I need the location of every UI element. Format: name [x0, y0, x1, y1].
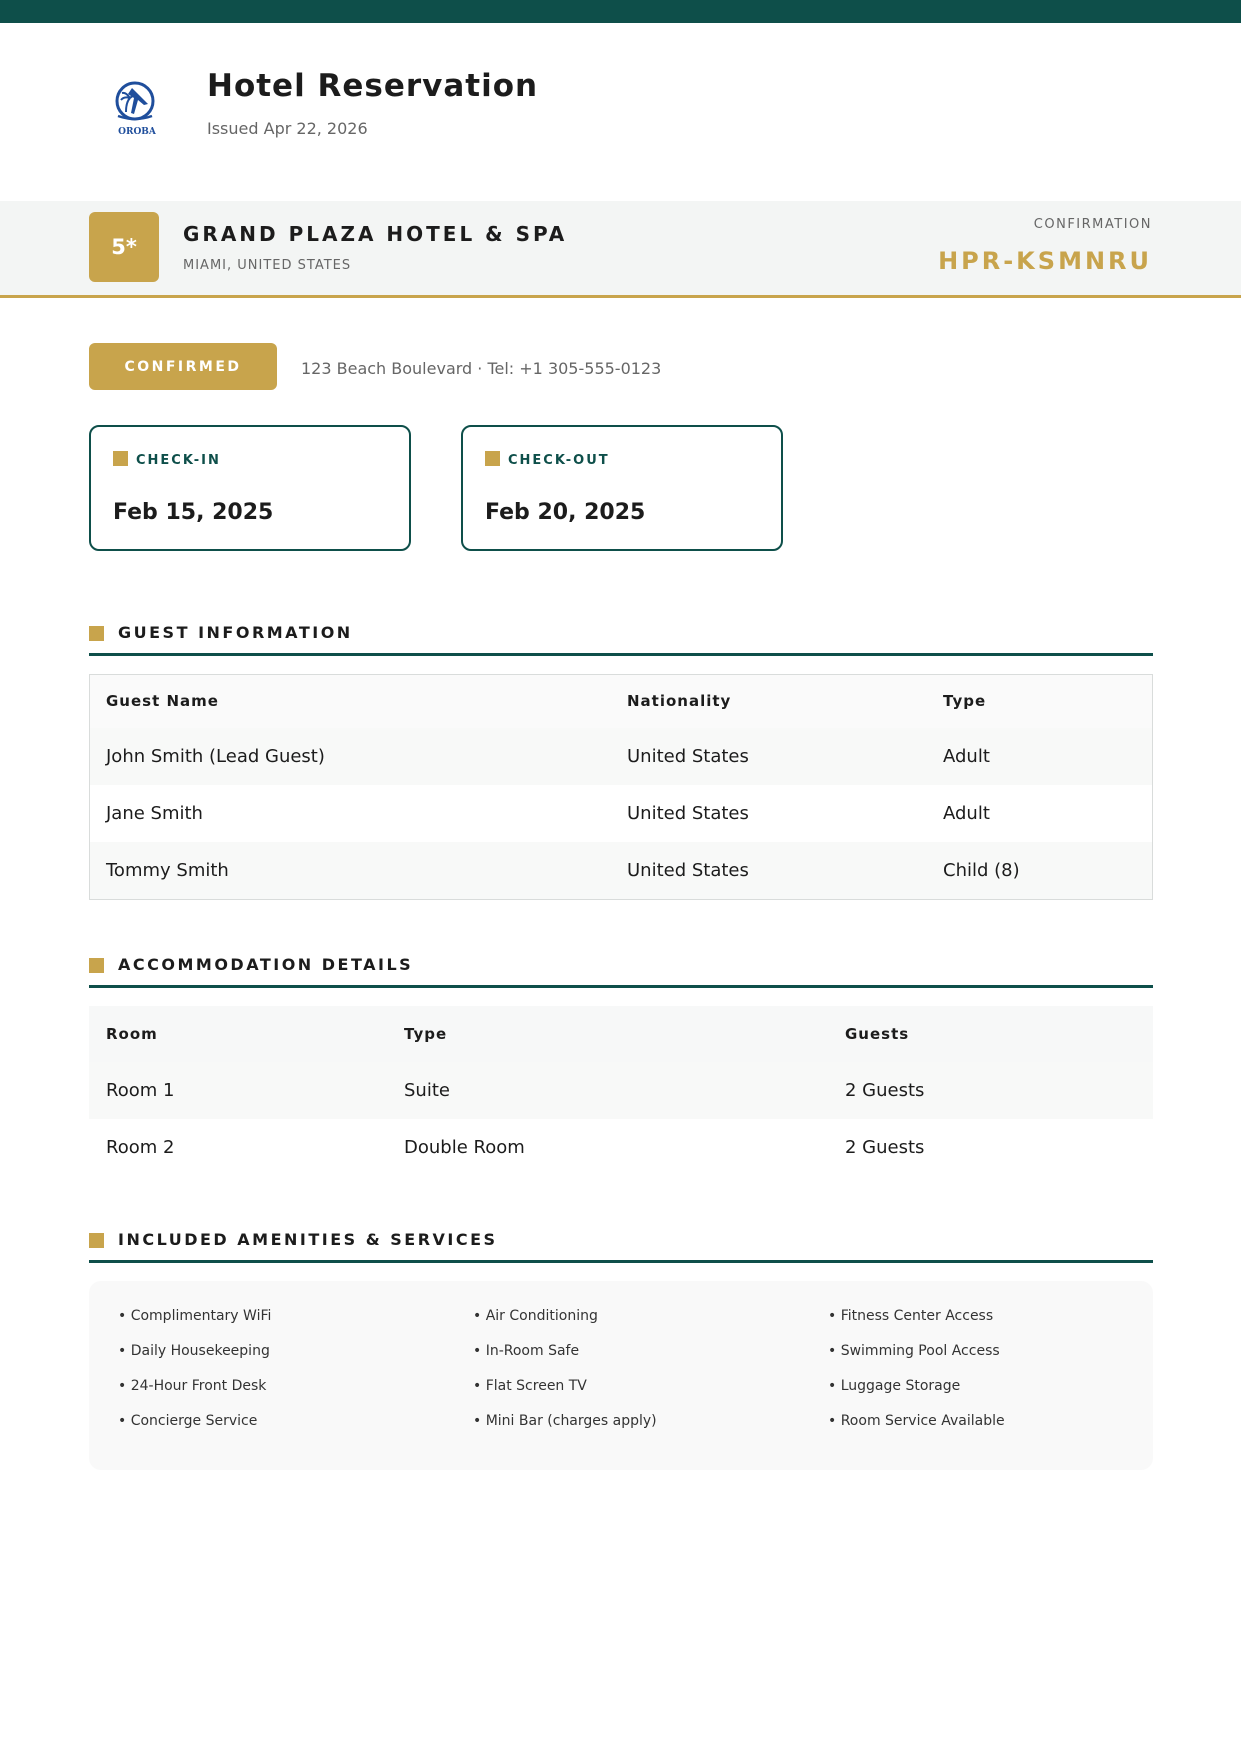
room-guests: 2 Guests: [845, 1137, 925, 1158]
guest-type: Adult: [943, 746, 990, 767]
guest-nationality: United States: [627, 860, 749, 881]
square-bullet-icon: [485, 451, 500, 466]
table-header-row: [89, 1006, 1153, 1062]
amenity-item: • Swimming Pool Access: [828, 1343, 1000, 1359]
accommodation-table: [89, 1006, 1153, 1176]
amenities-section-heading: INCLUDED AMENITIES & SERVICES: [89, 1227, 1153, 1263]
hotel-address: 123 Beach Boulevard · Tel: +1 305-555-0123: [301, 359, 662, 378]
document-title: Hotel Reservation: [207, 68, 539, 104]
guest-type: Adult: [943, 803, 990, 824]
square-bullet-icon: [89, 958, 104, 973]
amenity-item: • Flat Screen TV: [473, 1378, 587, 1394]
room-name: Room 2: [106, 1137, 175, 1158]
guest-type: Child (8): [943, 860, 1020, 881]
amenity-item: • Fitness Center Access: [828, 1308, 994, 1324]
table-row: [90, 785, 1152, 842]
company-logo: [104, 74, 170, 138]
checkin-card: [89, 425, 411, 551]
guest-table: [89, 674, 1153, 900]
star-rating-badge: 5*: [89, 212, 159, 282]
amenity-item: • Mini Bar (charges apply): [473, 1413, 657, 1429]
checkin-date: Feb 15, 2025: [113, 500, 274, 525]
column-header: Guests: [845, 1025, 910, 1043]
amenity-item: • Air Conditioning: [473, 1308, 598, 1324]
logo-globe-icon: [104, 74, 170, 138]
table-row: [89, 1062, 1153, 1119]
top-accent-bar: [0, 0, 1241, 23]
column-header: Guest Name: [106, 692, 219, 710]
square-bullet-icon: [89, 626, 104, 641]
status-badge: CONFIRMED: [89, 343, 277, 390]
table-row: [90, 842, 1152, 899]
confirmation-label: CONFIRMATION: [1033, 217, 1152, 232]
table-header-row: [90, 675, 1152, 728]
table-row: [89, 1119, 1153, 1176]
guest-name: Tommy Smith: [106, 860, 229, 881]
table-row: [90, 728, 1152, 785]
room-guests: 2 Guests: [845, 1080, 925, 1101]
checkout-label: CHECK-OUT: [485, 451, 610, 468]
guest-name: John Smith (Lead Guest): [106, 746, 325, 767]
amenity-item: • Concierge Service: [118, 1413, 258, 1429]
guest-nationality: United States: [627, 803, 749, 824]
square-bullet-icon: [89, 1233, 104, 1248]
amenities-list: [89, 1281, 1153, 1470]
amenity-item: • Luggage Storage: [828, 1378, 961, 1394]
column-header: Type: [404, 1025, 448, 1043]
column-header: Nationality: [627, 692, 732, 710]
amenity-item: • Complimentary WiFi: [118, 1308, 272, 1324]
room-type: Suite: [404, 1080, 450, 1101]
room-type: Double Room: [404, 1137, 525, 1158]
hotel-name: GRAND PLAZA HOTEL & SPA: [183, 222, 568, 246]
square-bullet-icon: [113, 451, 128, 466]
issued-date: Issued Apr 22, 2026: [207, 119, 368, 138]
amenity-item: • Room Service Available: [828, 1413, 1005, 1429]
amenity-item: • 24-Hour Front Desk: [118, 1378, 267, 1394]
checkout-date: Feb 20, 2025: [485, 500, 646, 525]
confirmation-code: HPR-KSMNRU: [938, 247, 1152, 275]
logo-text: OROBA: [118, 127, 156, 137]
guest-section-heading: GUEST INFORMATION: [89, 620, 1153, 656]
checkin-label: CHECK-IN: [113, 451, 221, 468]
column-header: Type: [943, 692, 987, 710]
room-name: Room 1: [106, 1080, 175, 1101]
amenity-item: • Daily Housekeeping: [118, 1343, 270, 1359]
accommodation-section-heading: ACCOMMODATION DETAILS: [89, 952, 1153, 988]
amenity-item: • In-Room Safe: [473, 1343, 580, 1359]
checkout-card: [461, 425, 783, 551]
guest-nationality: United States: [627, 746, 749, 767]
column-header: Room: [106, 1025, 158, 1043]
hotel-location: MIAMI, UNITED STATES: [183, 258, 352, 273]
guest-name: Jane Smith: [106, 803, 203, 824]
